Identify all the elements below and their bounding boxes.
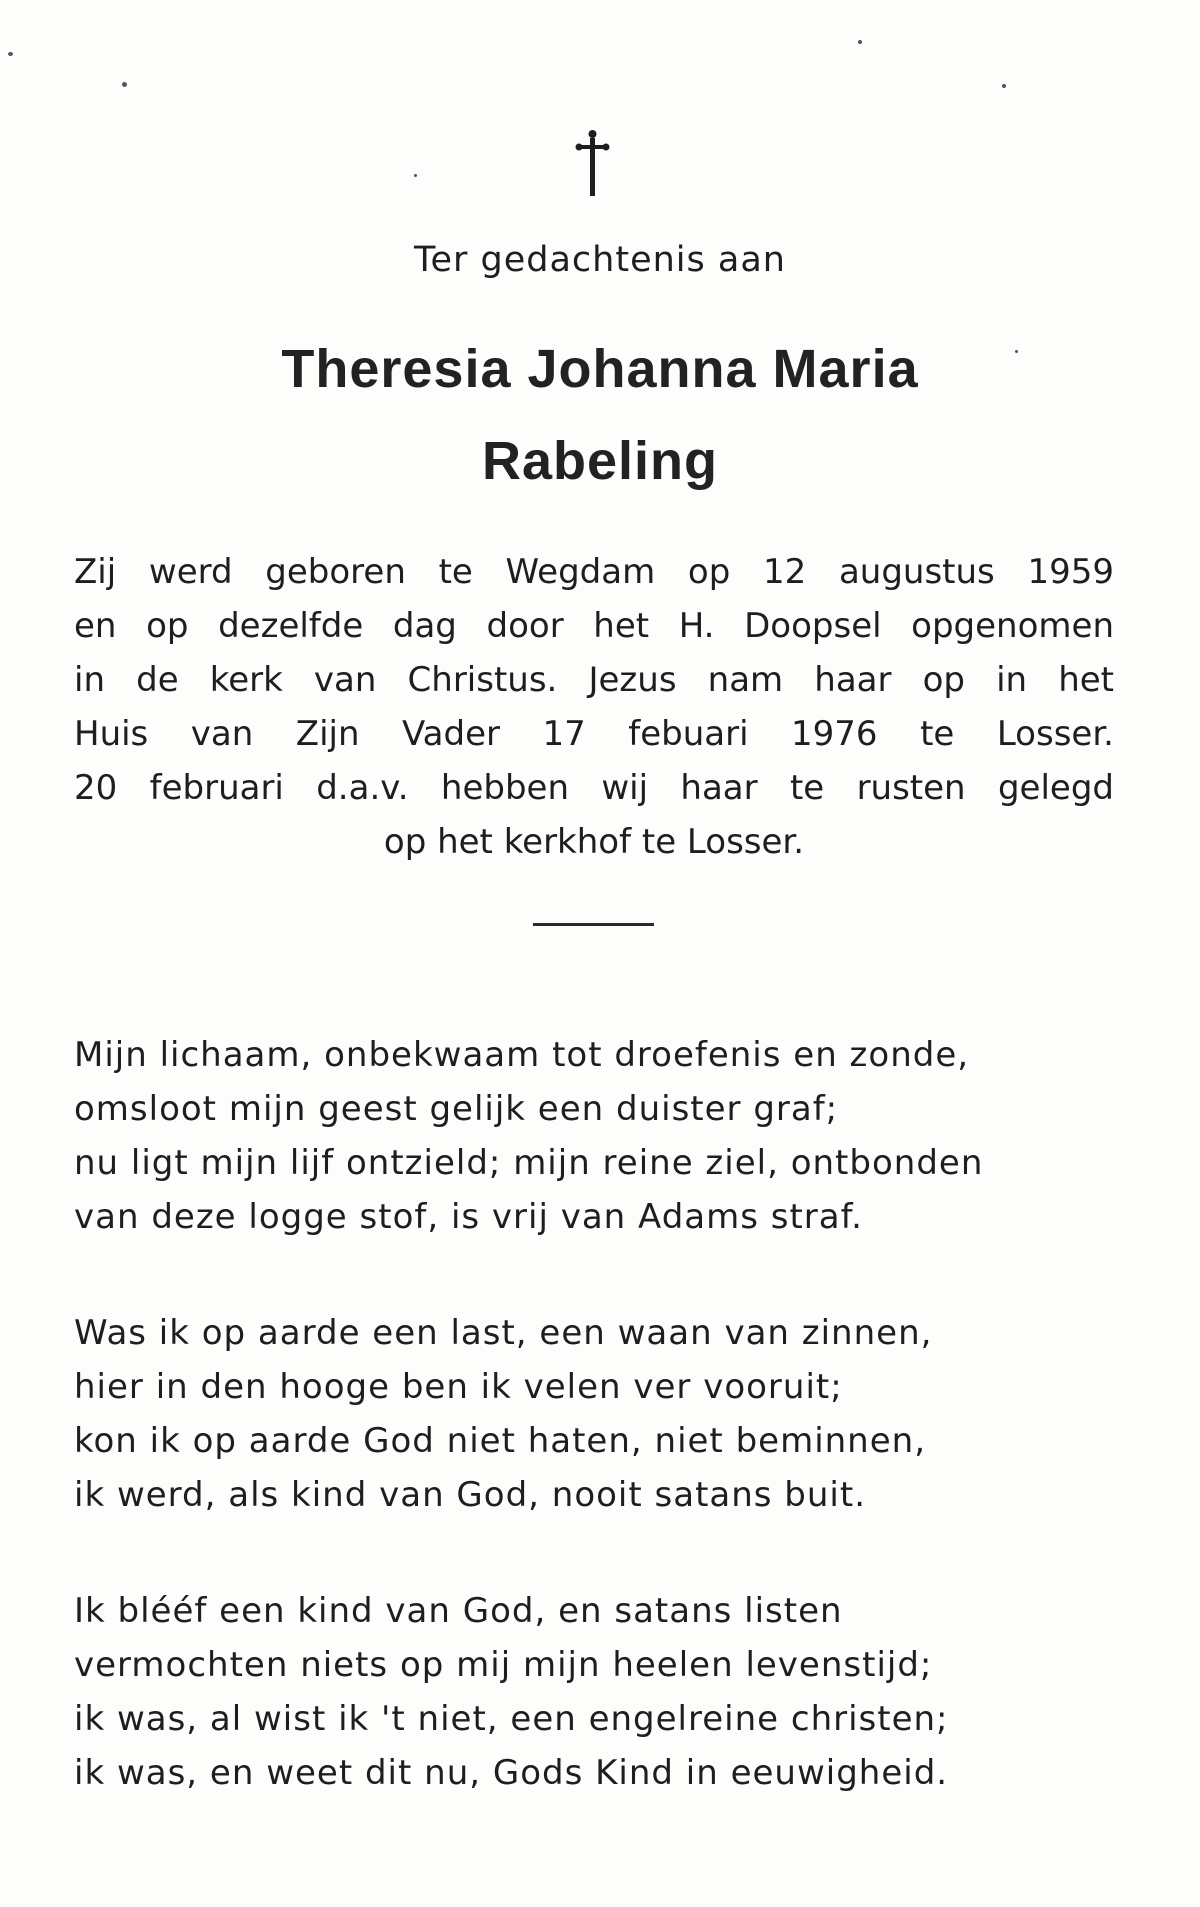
intro-text: Ter gedachtenis aan xyxy=(414,240,786,280)
scan-speck xyxy=(858,40,862,44)
poem-stanza-2 xyxy=(74,1306,1134,1522)
poem-stanza-1 xyxy=(74,1028,1134,1244)
poem-line: omsloot mijn geest gelijk een duister graf; xyxy=(74,1089,839,1129)
scan-speck xyxy=(122,82,127,87)
poem-line: Mijn lichaam, onbekwaam tot droefenis en zonde, xyxy=(74,1035,970,1075)
scan-speck xyxy=(414,174,417,177)
poem-line: ik was, al wist ik 't niet, een engelreine christen; xyxy=(74,1699,949,1739)
poem-line: Ik blééf een kind van God, en satans listen xyxy=(74,1591,843,1631)
poem-line: ik was, en weet dit nu, Gods Kind in eeuwigheid. xyxy=(74,1753,949,1793)
poem-line: nu ligt mijn lijf ontzield; mijn reine ziel, ontbonden xyxy=(74,1143,984,1183)
section-divider xyxy=(533,923,654,926)
deceased-name-line-2: Rabeling xyxy=(481,431,719,491)
biography-line: 20 februari d.a.v. hebben wij haar te rusten gelegd xyxy=(74,768,1114,808)
poem-line: kon ik op aarde God niet haten, niet beminnen, xyxy=(74,1421,927,1461)
scan-speck xyxy=(1002,84,1006,88)
poem-line: van deze logge stof, is vrij van Adams straf. xyxy=(74,1197,863,1237)
poem-stanza-3 xyxy=(74,1584,1134,1800)
biography-line: Zij werd geboren te Wegdam op 12 augustus 1959 xyxy=(74,552,1114,592)
deceased-name-line-1: Theresia Johanna Maria xyxy=(281,339,919,399)
latin-cross-icon xyxy=(575,128,611,198)
poem-line: hier in den hooge ben ik velen ver vooruit; xyxy=(74,1367,843,1407)
poem-line: vermochten niets op mij mijn heelen levenstijd; xyxy=(74,1645,933,1685)
poem-line: ik werd, als kind van God, nooit satans buit. xyxy=(74,1475,867,1515)
biography-line: Huis van Zijn Vader 17 febuari 1976 te Losser. xyxy=(74,714,1114,754)
biography-line: en op dezelfde dag door het H. Doopsel opgenomen xyxy=(74,606,1114,646)
biography-line: in de kerk van Christus. Jezus nam haar op in het xyxy=(74,660,1114,700)
poem-line: Was ik op aarde een last, een waan van zinnen, xyxy=(74,1313,933,1353)
biography-line: op het kerkhof te Losser. xyxy=(383,822,805,862)
scan-speck xyxy=(8,52,13,56)
biography-paragraph xyxy=(74,545,1114,869)
